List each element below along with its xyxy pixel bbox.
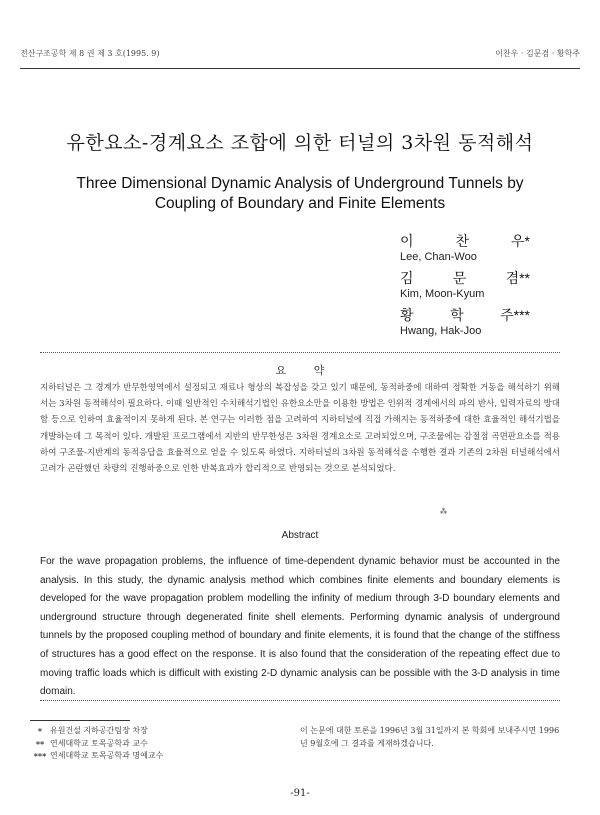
discussion-note: 이 논문에 대한 토론을 1996년 3월 31일까지 본 학회에 보내주시면 1996년 9월호에 그 결과를 게재하겠습니다. <box>300 726 560 748</box>
affiliation-footnotes <box>30 725 163 763</box>
running-authors: 이찬우 · 김문겸 · 황학주 <box>495 49 580 58</box>
author-name-korean: 이 찬 우* <box>400 233 530 249</box>
abstract-english: For the wave propagation problems, the influence of time-dependent dynamic behavior must be accounted in the analysis. In this study, the dynamic analysis method which combines finite elements and boundary elements is developed for the wave propagation problem modelling the infinity of medium through 3-D boundary elements and underground structure through degenerated finite shell elements. Performing dynamic analysis of underground tunnels by the proposed coupling method of boundary and finite elements, it is found that the change of the stiffness of structures has a good effect on the response. It is also found that the consideration of the repeating effect due to moving traffic loads which is difficult with existing 2-D dynamic analysis can be possible with the 3-D analysis in time domain. <box>40 556 560 698</box>
title-korean: 유한요소-경계요소 조합에 의한 터널의 3차원 동적해석 <box>66 132 534 154</box>
page-number: -91- <box>290 788 310 799</box>
title-english: Three Dimensional Dynamic Analysis of Underground Tunnels by Coupling of Boundary and Finite Elements <box>76 175 524 212</box>
footnote: *** 연세대학교 토목공학과 명예교수 <box>33 751 164 761</box>
journal-citation: 전산구조공학 제 8 권 제 3 호(1995. 9) <box>20 49 160 58</box>
abstract-korean-heading: 요 약 <box>275 364 337 377</box>
author-name-english: Lee, Chan-Woo <box>400 251 477 263</box>
footnote-rule <box>30 720 130 721</box>
author-name-english: Kim, Moon-Kyum <box>400 288 485 300</box>
author-name-korean: 황 학 주*** <box>400 307 530 323</box>
footnote: ** 연세대학교 토목공학과 교수 <box>35 738 148 749</box>
abstract-english-heading: Abstract <box>281 530 319 541</box>
divider-bottom <box>40 700 560 701</box>
author-name-english: Hwang, Hak-Joo <box>400 325 482 337</box>
divider-top <box>40 352 560 353</box>
header-rule <box>20 68 580 69</box>
abstract-korean: 지하터널은 그 경계가 반무한영역에서 설정되고 재료나 형상의 복잡성을 갖고 있기 때문에, 동적하중에 대하여 정확한 거동을 해석하기 위해서는 3차원 동적해석이 필요하다. 이때 일반적인 수치해석기법인 유한요소만을 이용한 방법은 인위적 경계에서의 파의 반사, 입력자료의 방대함 등으로 인하여 효율적이지 못하게 된다. 본 연구는 이러한 점을 고려하여 지하터널에 직접 가해지는 동적하중에 대한 효율적인 해석기법을 개발하는데 그 목적이 있다. 개발된 프로그램에서 지반의 반무한성은 3차원 경계요소로 고려되었으며, 구조물에는 감절점 곡면판요소를 적용하여 구조물-지반계의 동적응답을 효율적으로 얻을 수 있도록 하였다. 지하터널의 3차원 동적해석을 수행한 결과 기존의 2차원 터널해석에서 고려가 곤란했던 차량의 진행하중으로 인한 반복효과가 합리적으로 반영되는 것으로 분석되었다. <box>40 383 560 475</box>
running-header <box>20 48 580 62</box>
author-block <box>400 232 530 343</box>
footnote: * 유원건설 지하공간팀장 차장 <box>37 726 148 736</box>
author-name-korean: 김 문 겸** <box>400 270 530 286</box>
asterism-mark: ⁂ <box>440 508 447 516</box>
